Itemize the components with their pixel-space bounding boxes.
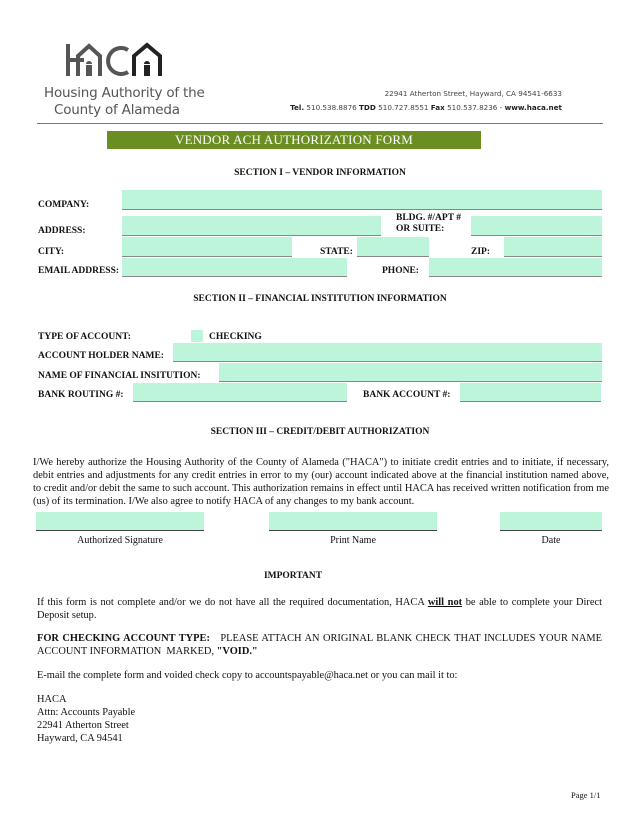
suite-field[interactable]: [471, 216, 602, 236]
email-label: EMAIL ADDRESS:: [38, 266, 120, 276]
routing-field[interactable]: [133, 383, 347, 402]
important-note-text-1: If this form is not complete and/or we do not have all the required documentation, HACA: [37, 597, 428, 608]
section3-title: SECTION III – CREDIT/DEBIT AUTHORIZATION: [210, 427, 430, 437]
address-label: ADDRESS:: [38, 226, 86, 236]
important-note: [37, 596, 602, 622]
institution-field[interactable]: [219, 363, 602, 382]
haca-logo: [64, 42, 164, 78]
header-divider: [37, 123, 603, 124]
tel-number: 510.538.8876: [306, 103, 357, 112]
account-type-label: TYPE OF ACCOUNT:: [38, 332, 131, 342]
tdd-number: 510.727.8551: [378, 103, 429, 112]
checking-label: CHECKING: [209, 332, 262, 342]
state-label: STATE:: [320, 247, 353, 257]
void-emphasis: "VOID.": [216, 646, 258, 657]
authorization-text: I/We hereby authorize the Housing Authority of the County of Alameda ("HACA") to initiate credit entries and to initiate, if necessary, debit entries and adjustments for any credit entries in error to my (our) account indicated above at the financial institution named above, to credit and/or debit the same to such account. This authorization remains in effect until HACA has received written notification from me (us) of its termination. I/We also agree to notify HACA of any changes to my bank account.: [33, 457, 609, 507]
phone-label: PHONE:: [382, 266, 419, 276]
routing-label: BANK ROUTING #:: [38, 390, 124, 400]
mail-line: 22941 Atherton Street: [37, 720, 129, 731]
page-number: Page 1/1: [571, 790, 601, 800]
email-instructions: E-mail the complete form and voided check copy to accountspayable@haca.net or you can mail it to:: [37, 670, 458, 681]
bank-account-label: BANK ACCOUNT #:: [363, 390, 451, 400]
city-label: CITY:: [38, 247, 65, 257]
phone-field[interactable]: [429, 258, 602, 277]
header-contact: [290, 103, 562, 112]
bldg-label: BLDG. #/APT #: [396, 213, 462, 223]
company-field[interactable]: [122, 190, 602, 210]
checking-instructions: [37, 632, 605, 658]
tel-label: Tel.: [290, 103, 305, 112]
mail-line: HACA: [37, 694, 67, 705]
date-field[interactable]: [500, 512, 602, 531]
city-field[interactable]: [122, 237, 292, 257]
print-name-field[interactable]: [269, 512, 437, 531]
org-name-line2: County of Alameda: [54, 102, 180, 118]
section2-title: SECTION II – FINANCIAL INSTITUTION INFORMATION: [193, 294, 447, 304]
haca-logo-mark-icon: [64, 42, 164, 78]
header-address: 22941 Atherton Street, Hayward, CA 94541-6633: [384, 89, 562, 98]
mail-line: Attn: Accounts Payable: [37, 707, 136, 718]
mail-line: Hayward, CA 94541: [37, 733, 123, 744]
important-note-text-2: be able to complete your Direct Deposit setup.: [37, 597, 603, 621]
important-title: IMPORTANT: [263, 571, 323, 581]
contact-separator: -: [499, 103, 503, 112]
state-field[interactable]: [357, 237, 429, 257]
print-name-caption: Print Name: [330, 535, 376, 546]
checking-instructions-text: PLEASE ATTACH AN ORIGINAL BLANK CHECK THAT INCLUDES YOUR NAME ACCOUNT INFORMATION MARKED,: [37, 633, 605, 657]
website-link[interactable]: www.haca.net: [504, 103, 562, 112]
company-label: COMPANY:: [38, 200, 90, 210]
fax-number: 510.537.8236: [447, 103, 498, 112]
checking-checkbox[interactable]: [191, 330, 203, 342]
email-field[interactable]: [122, 258, 347, 277]
bank-account-field[interactable]: [460, 383, 601, 402]
fax-label: Fax: [430, 103, 445, 112]
zip-field[interactable]: [504, 237, 602, 257]
signature-field[interactable]: [36, 512, 204, 531]
form-title-banner: VENDOR ACH AUTHORIZATION FORM: [107, 131, 481, 149]
section1-title: SECTION I – VENDOR INFORMATION: [234, 168, 406, 178]
institution-label: NAME OF FINANCIAL INSITUTION:: [38, 371, 201, 381]
zip-label: ZIP:: [471, 247, 490, 257]
signature-caption: Authorized Signature: [77, 535, 163, 546]
tdd-label: TDD: [359, 103, 376, 112]
checking-instructions-label: FOR CHECKING ACCOUNT TYPE:: [37, 633, 210, 644]
will-not-emphasis: will not: [427, 597, 463, 608]
suite-label: OR SUITE:: [396, 224, 445, 234]
org-name-line1: Housing Authority of the: [44, 85, 205, 101]
account-holder-field[interactable]: [173, 343, 602, 362]
account-holder-label: ACCOUNT HOLDER NAME:: [38, 351, 164, 361]
address-field[interactable]: [122, 216, 381, 236]
mailing-address: [37, 693, 135, 745]
date-caption: Date: [541, 535, 561, 546]
